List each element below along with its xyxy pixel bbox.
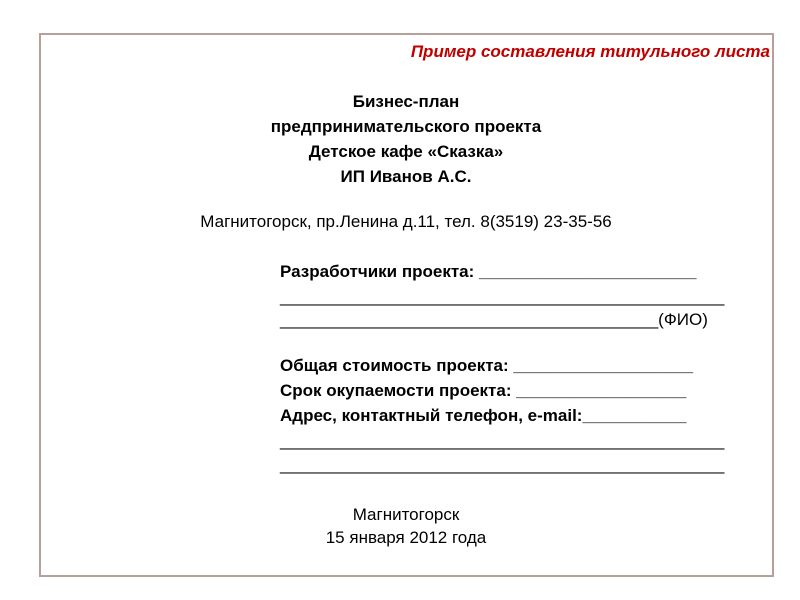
fio-line: ________________________________________(ФИО) bbox=[280, 310, 708, 329]
developers-blank-line: _______________________________________________ bbox=[280, 287, 725, 306]
footer-city: Магнитогорск bbox=[352, 505, 460, 524]
title-project-name: Детское кафе «Сказка» bbox=[308, 142, 504, 161]
contacts-blank-line-2: _______________________________________________ bbox=[280, 455, 725, 474]
title-business-plan: Бизнес-план bbox=[352, 92, 460, 111]
developers-field: Разработчики проекта: _______________________ bbox=[280, 262, 697, 281]
cost-field: Общая стоимость проекта: ___________________ bbox=[280, 356, 694, 375]
payback-field: Срок окупаемости проекта: __________________ bbox=[280, 381, 687, 400]
title-project-type: предпринимательского проекта bbox=[270, 117, 542, 136]
contacts-blank-line-1: _______________________________________________ bbox=[280, 431, 725, 450]
contacts-field: Адрес, контактный телефон, e-mail:___________ bbox=[280, 406, 687, 425]
title-owner: ИП Иванов А.С. bbox=[340, 167, 472, 186]
footer-date: 15 января 2012 года bbox=[325, 528, 487, 547]
address-line: Магнитогорск, пр.Ленина д.11, тел. 8(3519) 23-35-56 bbox=[200, 212, 612, 231]
example-title: Пример составления титульного листа bbox=[410, 42, 770, 61]
